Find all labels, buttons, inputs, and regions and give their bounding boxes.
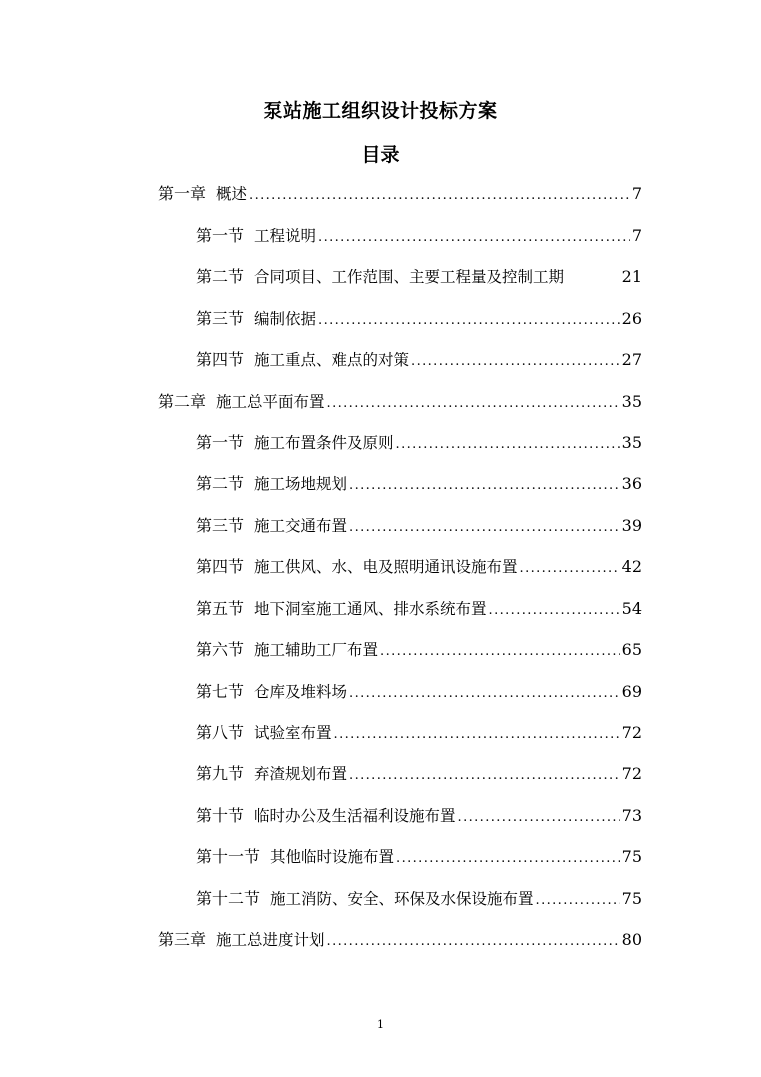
toc-leader-dots	[334, 727, 620, 742]
toc-entry-page: 75	[621, 847, 642, 866]
toc-entry-page: 73	[621, 806, 642, 825]
toc-entry-label: 第七节	[196, 682, 245, 701]
document-title: 泵站施工组织设计投标方案	[263, 100, 498, 122]
toc-entry-section[interactable]	[196, 471, 642, 495]
toc-entry-label: 第一节	[196, 226, 245, 245]
toc-entry-page: 42	[621, 557, 642, 576]
toc-entry-page: 39	[621, 516, 642, 535]
toc-entry-label: 第六节	[196, 640, 245, 659]
toc-entry-title: 工程说明	[254, 227, 317, 245]
toc-entry-page: 80	[621, 930, 642, 949]
toc-entry-label: 第十二节	[196, 889, 261, 908]
toc-entry-title: 施工场地规划	[254, 475, 348, 493]
toc-leader-dots	[411, 354, 620, 369]
toc-entry-page: 72	[621, 764, 642, 783]
toc-leader-dots	[380, 644, 620, 659]
toc-leader-dots	[396, 851, 620, 866]
toc-entry-section[interactable]	[196, 596, 642, 620]
toc-entry-title: 弃渣规划布置	[254, 765, 348, 783]
toc-entry-label: 第三节	[196, 309, 245, 328]
toc-entry-section[interactable]	[196, 306, 642, 330]
toc-entry-label: 第十节	[196, 806, 245, 825]
toc-leader-dots	[327, 934, 620, 949]
toc-entry-section[interactable]	[196, 720, 642, 744]
toc-entry-page: 7	[631, 184, 642, 203]
toc-entry-page: 35	[621, 392, 642, 411]
toc-entry-title: 施工消防、安全、环保及水保设施布置	[270, 890, 534, 908]
toc-entry-title: 合同项目、工作范围、主要工程量及控制工期	[254, 268, 565, 286]
toc-entry-label: 第八节	[196, 723, 245, 742]
toc-entry-page: 54	[621, 599, 642, 618]
toc-entry-section[interactable]	[196, 347, 642, 371]
toc-entry-section[interactable]	[196, 761, 642, 785]
toc-entry-page: 65	[621, 640, 642, 659]
toc-entry-section[interactable]	[196, 223, 642, 247]
toc-entry-title: 施工辅助工厂布置	[254, 641, 379, 659]
toc-entry-title: 临时办公及生活福利设施布置	[254, 807, 456, 825]
toc-entry-section[interactable]	[196, 803, 642, 827]
toc-entry-title: 试验室布置	[254, 724, 332, 742]
toc-entry-title: 仓库及堆料场	[254, 683, 348, 701]
toc-entry-page: 26	[621, 309, 642, 328]
toc-leader-dots	[458, 810, 620, 825]
toc-entry-title: 地下洞室施工通风、排水系统布置	[254, 600, 487, 618]
toc-entry-title: 施工总进度计划	[216, 931, 325, 949]
toc-leader-dots	[349, 520, 620, 535]
toc-entry-label: 第五节	[196, 599, 245, 618]
toc-entry-section[interactable]	[196, 554, 642, 578]
toc-entry-label: 第一节	[196, 433, 245, 452]
toc-entry-section[interactable]	[196, 637, 642, 661]
toc-leader-dots	[489, 603, 620, 618]
toc-entry-label: 第二节	[196, 474, 245, 493]
toc-entry-label: 第三节	[196, 516, 245, 535]
toc-leader-dots	[520, 561, 620, 576]
toc-entry-title: 施工布置条件及原则	[254, 434, 394, 452]
toc-entry-page: 36	[621, 474, 642, 493]
toc-leader-dots	[318, 230, 630, 245]
toc-entry-label: 第十一节	[196, 847, 261, 866]
toc-entry-label: 第三章	[158, 930, 207, 949]
toc-entry-label: 第二节	[196, 267, 245, 286]
toc-leader-dots	[249, 188, 630, 203]
toc-entry-chapter[interactable]	[158, 927, 642, 951]
toc-entry-section[interactable]	[196, 679, 642, 703]
toc-entry-page: 69	[621, 682, 642, 701]
toc-entry-label: 第四节	[196, 350, 245, 369]
toc-entry-title: 施工总平面布置	[216, 393, 325, 411]
toc-entry-chapter[interactable]	[158, 181, 642, 205]
toc-entry-title: 施工重点、难点的对策	[254, 351, 410, 369]
toc-entry-chapter[interactable]	[158, 389, 642, 413]
toc-entry-page: 75	[621, 889, 642, 908]
toc-entry-page: 21	[621, 267, 642, 286]
toc-entry-section[interactable]	[196, 886, 642, 910]
toc-entry-page: 7	[631, 226, 642, 245]
toc-leader-dots	[349, 686, 620, 701]
toc-entry-title: 施工交通布置	[254, 517, 348, 535]
toc-heading: 目录	[361, 144, 400, 166]
toc-entry-label: 第二章	[158, 392, 207, 411]
toc-entry-section[interactable]	[196, 844, 642, 868]
toc-entry-section[interactable]	[196, 513, 642, 537]
toc-entry-title: 编制依据	[254, 310, 317, 328]
toc-leader-dots	[327, 396, 620, 411]
toc-entry-page: 72	[621, 723, 642, 742]
toc-leader-dots	[318, 313, 620, 328]
toc-leader-dots	[349, 768, 620, 783]
toc-entry-title: 概述	[216, 185, 248, 203]
toc-entry-section[interactable]	[196, 430, 642, 454]
toc-leader-dots	[396, 437, 620, 452]
page-number: 1	[377, 1018, 384, 1031]
toc-entry-page: 27	[621, 350, 642, 369]
toc-leader-dots	[536, 893, 620, 908]
toc-entry-label: 第一章	[158, 184, 207, 203]
toc-entry-title: 其他临时设施布置	[270, 848, 395, 866]
toc-entry-page: 35	[621, 433, 642, 452]
toc-leader-dots	[349, 478, 620, 493]
toc-entry-title: 施工供风、水、电及照明通讯设施布置	[254, 558, 518, 576]
toc-entry-section[interactable]	[196, 264, 642, 288]
toc-entry-label: 第四节	[196, 557, 245, 576]
toc-entry-label: 第九节	[196, 764, 245, 783]
